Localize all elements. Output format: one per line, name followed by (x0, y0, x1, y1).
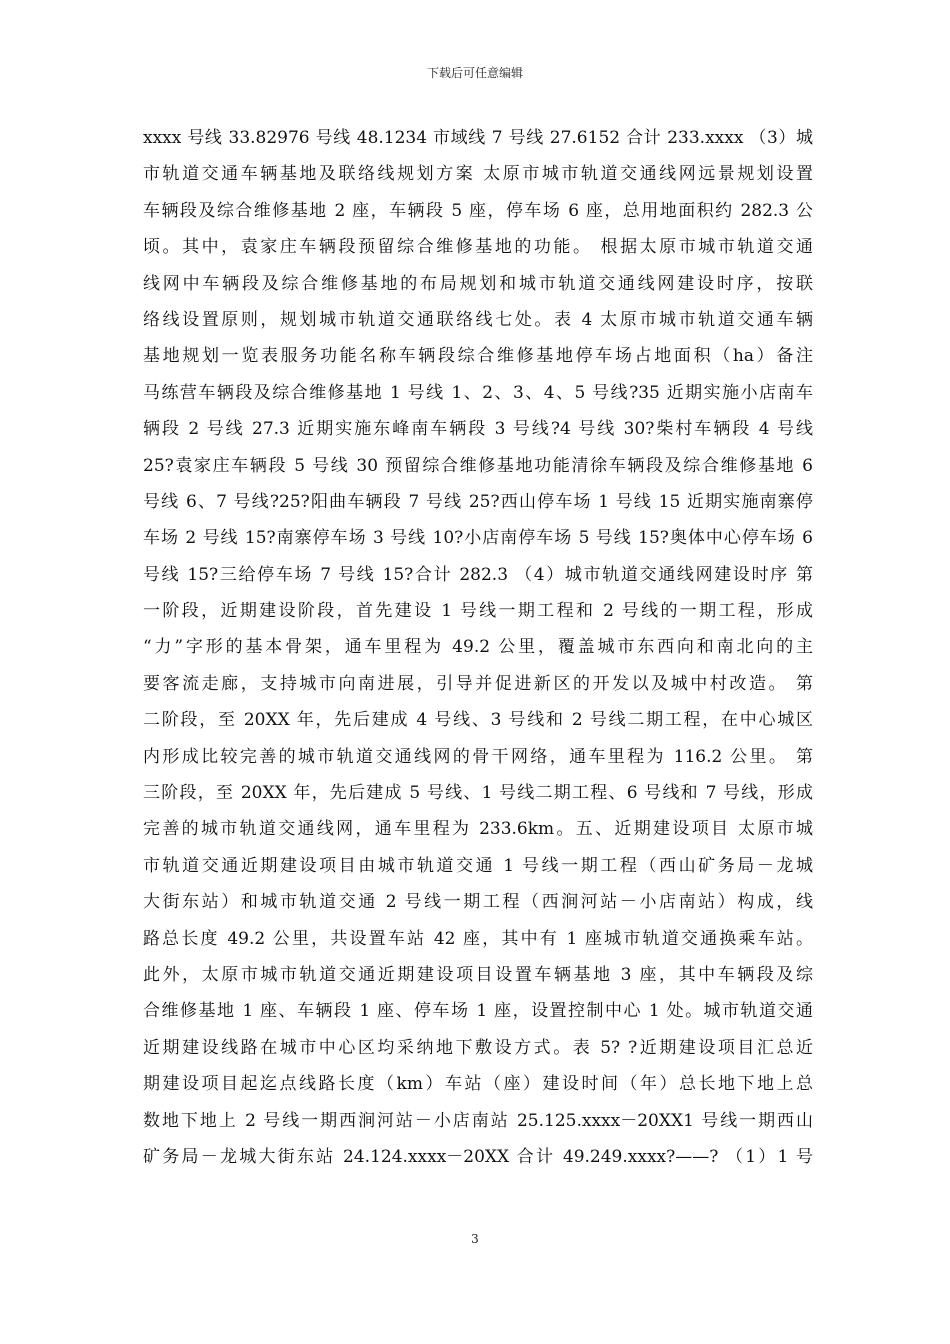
page-number: 3 (471, 1232, 479, 1246)
page-header: 下载后可任意编辑 (426, 66, 523, 80)
text-line: 马练营车辆段及综合维修基地 1 号线 1、2、3、4、5 号线?35 近期实施小店南车 (143, 382, 813, 403)
text-line: 近期建设线路在城市中心区均采纳地下敷设方式。表 5? ?近期建设项目汇总近 (143, 1037, 813, 1058)
text-line: “力”字形的基本骨架，通车里程为 49.2 公里，覆盖城市东西向和南北向的主 (143, 637, 813, 658)
text-line: 完善的城市轨道交通线网，通车里程为 233.6km。五、近期建设项目 太原市城 (143, 819, 813, 840)
text-line: 一阶段，近期建设阶段，首先建设 1 号线一期工程和 2 号线的一期工程，形成 (143, 601, 813, 622)
text-line: 路总长度 49.2 公里，共设置车站 42 座，其中有 1 座城市轨道交通换乘车站。 (143, 928, 813, 949)
text-line: 市轨道交通近期建设项目由城市轨道交通 1 号线一期工程（西山矿务局－龙城 (143, 855, 813, 876)
document-body (143, 120, 813, 1175)
text-line: 要客流走廊，支持城市向南进展，引导并促进新区的开发以及城中村改造。 第 (143, 673, 813, 694)
text-line: 基地规划一览表服务功能名称车辆段综合维修基地停车场占地面积（ha）备注 (143, 346, 813, 367)
text-line: 数地下地上 2 号线一期西涧河站－小店南站 25.125.xxxx－20XX1 号线一期西山 (143, 1110, 813, 1131)
text-line: 号线 15?三给停车场 7 号线 15?合计 282.3 （4）城市轨道交通线网建设时序 第 (143, 564, 813, 585)
text-line: 络线设置原则，规划城市轨道交通联络线七处。表 4 太原市城市轨道交通车辆 (143, 309, 813, 330)
text-line: 车辆段及综合维修基地 2 座，车辆段 5 座，停车场 6 座，总用地面积约 282.3 公 (143, 200, 813, 221)
text-line: 此外，太原市城市轨道交通近期建设项目设置车辆基地 3 座，其中车辆段及综 (143, 964, 813, 985)
text-line: 辆段 2 号线 27.3 近期实施东峰南车辆段 3 号线?4 号线 30?柴村车辆段 4 号线 (143, 419, 813, 440)
text-line: 矿务局－龙城大街东站 24.124.xxxx－20XX 合计 49.249.xxxx?——? （1）1 号 (143, 1146, 813, 1167)
text-line: 合维修基地 1 座、车辆段 1 座、停车场 1 座，设置控制中心 1 处。城市轨道交通 (143, 1001, 813, 1022)
text-line: 线网中车辆段及综合维修基地的布局规划和城市轨道交通线网建设时序，按联 (143, 273, 813, 294)
text-line: 顷。其中，袁家庄车辆段预留综合维修基地的功能。 根据太原市城市轨道交通 (143, 237, 813, 258)
text-line: 二阶段，至 20XX 年，先后建成 4 号线、3 号线和 2 号线二期工程，在中心城区 (143, 710, 813, 731)
text-line: 号线 6、7 号线?25?阳曲车辆段 7 号线 25?西山停车场 1 号线 15 近期实施南寨停 (143, 491, 813, 512)
text-line: 期建设项目起迄点线路长度（km）车站（座）建设时间（年）总长地下地上总 (143, 1074, 813, 1095)
text-line: 车场 2 号线 15?南寨停车场 3 号线 10?小店南停车场 5 号线 15?奥体中心停车场 6 (143, 528, 813, 549)
text-line: 市轨道交通车辆基地及联络线规划方案 太原市城市轨道交通线网远景规划设置 (143, 164, 813, 185)
text-line: 三阶段，至 20XX 年，先后建成 5 号线、1 号线二期工程、6 号线和 7 号线，形成 (143, 783, 813, 804)
text-line: xxxx 号线 33.82976 号线 48.1234 市域线 7 号线 27.6152 合计 233.xxxx （3）城 (143, 128, 813, 148)
text-line: 25?袁家庄车辆段 5 号线 30 预留综合维修基地功能清徐车辆段及综合维修基地 6 (143, 455, 813, 476)
text-line: 内形成比较完善的城市轨道交通线网的骨干网络，通车里程为 116.2 公里。 第 (143, 746, 813, 767)
text-line: 大街东站）和城市轨道交通 2 号线一期工程（西涧河站－小店南站）构成，线 (143, 892, 813, 913)
